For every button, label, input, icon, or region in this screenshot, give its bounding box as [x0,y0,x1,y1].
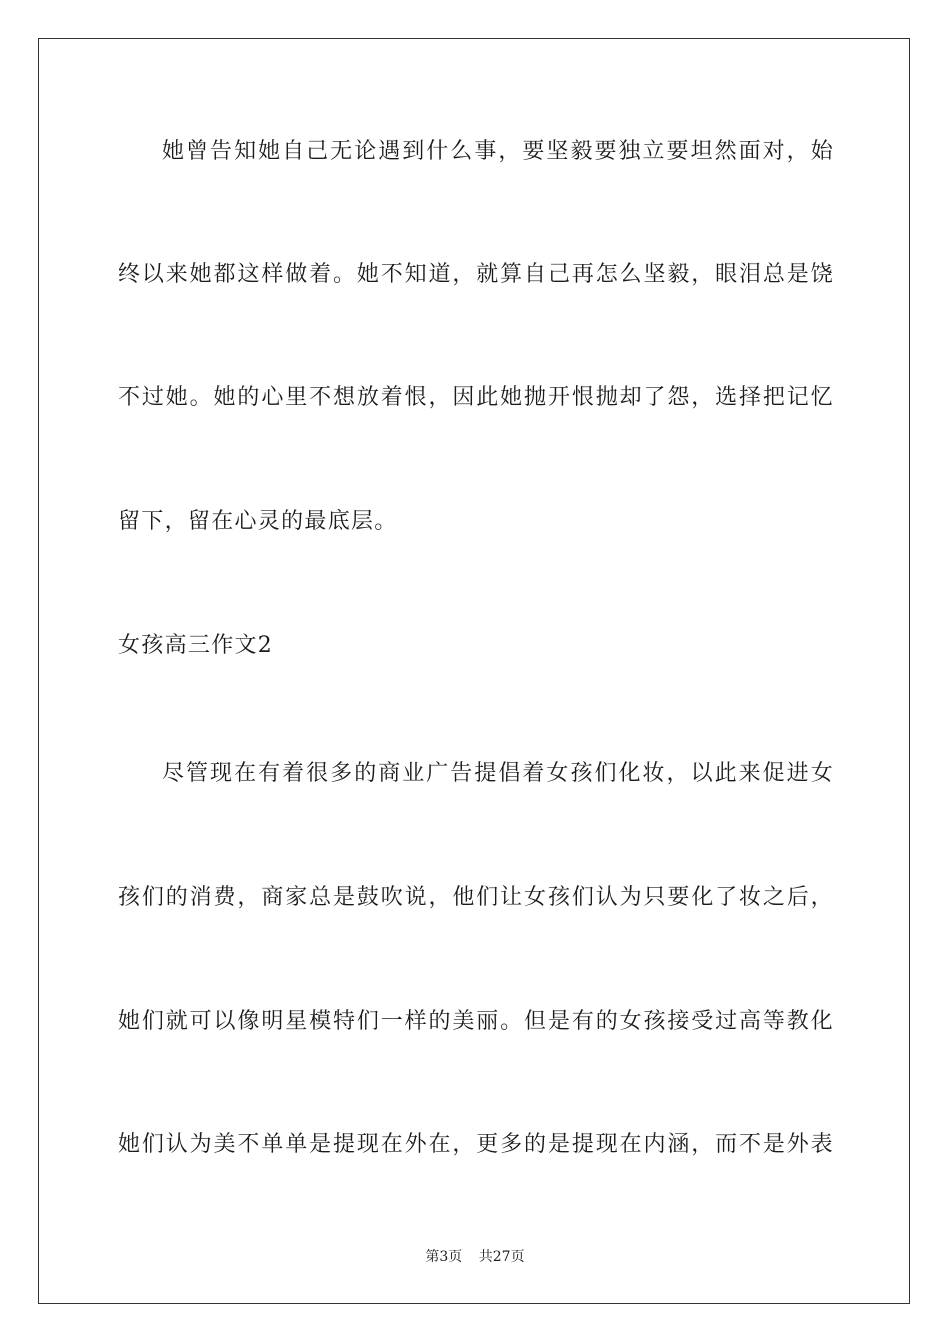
total-pages: 共27页 [478,1249,525,1265]
paragraph-2-line-3: 她们就可以像明星模特们一样的美丽。但是有的女孩接受过高等教化 [118,1009,834,1034]
page-footer [0,1248,950,1266]
paragraph-2-line-2: 孩们的消费，商家总是鼓吹说，他们让女孩们认为只要化了妆之后， [118,885,834,910]
paragraph-2-line-1: 尽管现在有着很多的商业广告提倡着女孩们化妆，以此来促进女 [162,761,834,786]
paragraph-1-line-4: 留下，留在心灵的最底层。 [118,509,398,534]
paragraph-2-line-4: 她们认为美不单单是提现在外在，更多的是提现在内涵，而不是外表 [118,1132,834,1157]
page-number: 第3页 [425,1249,463,1265]
paragraph-1-line-3: 不过她。她的心里不想放着恨，因此她抛开恨抛却了怨，选择把记忆 [118,385,834,410]
paragraph-1-line-2: 终以来她都这样做着。她不知道，就算自己再怎么坚毅，眼泪总是饶 [118,262,834,287]
paragraph-1-line-1: 她曾告知她自己无论遇到什么事，要坚毅要独立要坦然面对，始 [162,139,834,164]
page-border [38,38,910,1304]
section-heading: 女孩高三作文2 [118,633,274,658]
